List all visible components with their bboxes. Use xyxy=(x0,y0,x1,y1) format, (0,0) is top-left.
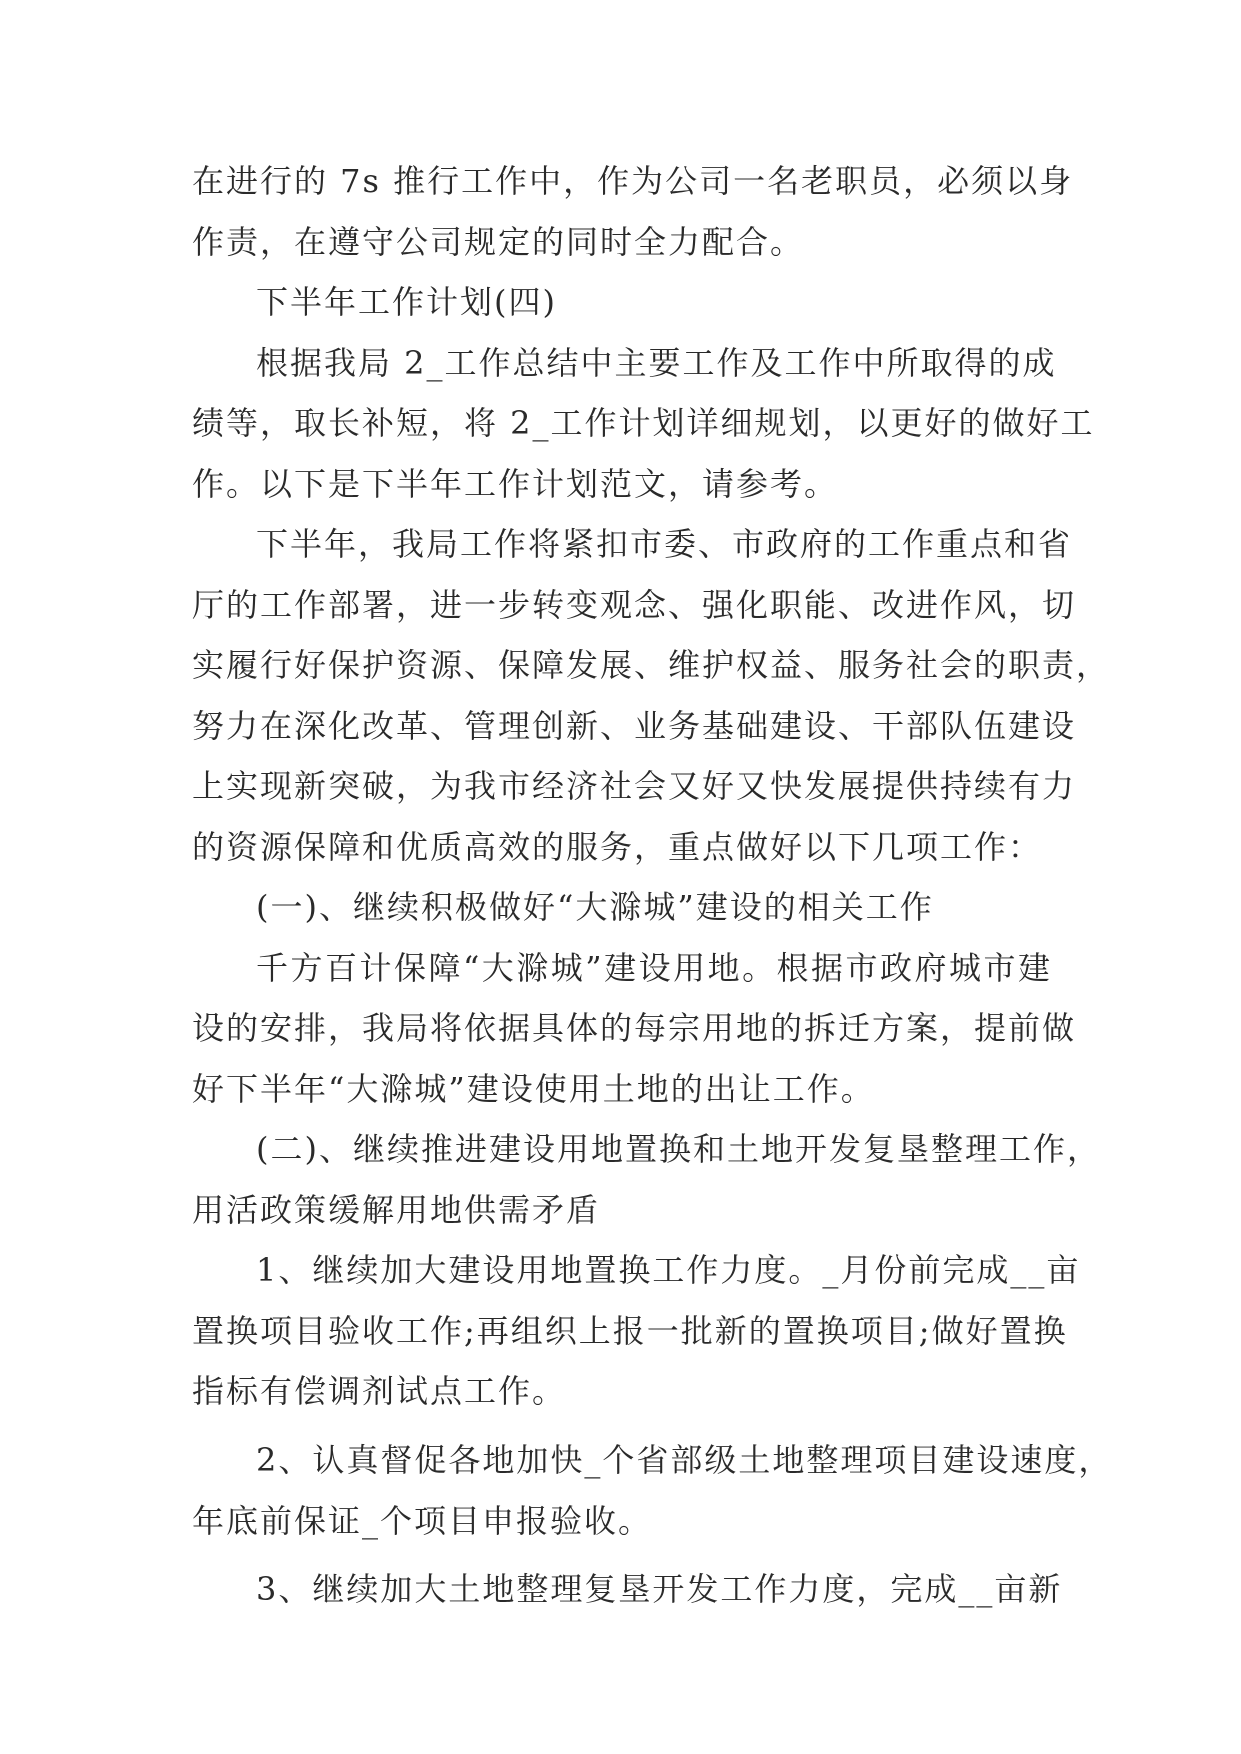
list-item-line: 2、认真督促各地加快_个省部级土地整理项目建设速度， xyxy=(256,1441,1113,1479)
text-line: 厅的工作部署，进一步转变观念、强化职能、改进作风，切 xyxy=(192,586,1077,624)
section-heading: 下半年工作计划(四) xyxy=(256,283,557,321)
text-line: 千方百计保障“大滁城”建设用地。根据市政府城市建 xyxy=(256,949,1052,987)
list-item-line: 3、继续加大土地整理复垦开发工作力度，完成__亩新 xyxy=(256,1570,1063,1608)
text-line: 作责，在遵守公司规定的同时全力配合。 xyxy=(192,223,805,261)
text-line: 年底前保证_个项目申报验收。 xyxy=(192,1502,653,1540)
text-line: 下半年，我局工作将紧扣市委、市政府的工作重点和省 xyxy=(256,525,1073,563)
text-line: 努力在深化改革、管理创新、业务基础建设、干部队伍建设 xyxy=(192,707,1077,745)
text-line: 实履行好保护资源、保障发展、维护权益、服务社会的职责， xyxy=(192,646,1111,684)
text-line: 好下半年“大滁城”建设使用土地的出让工作。 xyxy=(192,1070,875,1108)
text-line: 绩等，取长补短，将 2_工作计划详细规划，以更好的做好工 xyxy=(192,404,1095,442)
list-item-line: 1、继续加大建设用地置换工作力度。_月份前完成__亩 xyxy=(256,1251,1081,1289)
text-line: 的资源保障和优质高效的服务，重点做好以下几项工作： xyxy=(192,828,1043,866)
text-line: 在进行的 7s 推行工作中，作为公司一名老职员，必须以身 xyxy=(192,162,1074,200)
text-line: 根据我局 2_工作总结中主要工作及工作中所取得的成 xyxy=(256,344,1057,382)
section-heading: (一)、继续积极做好“大滁城”建设的相关工作 xyxy=(256,888,934,926)
section-heading: (二)、继续推进建设用地置换和土地开发复垦整理工作， xyxy=(256,1130,1101,1168)
text-line: 设的安排，我局将依据具体的每宗用地的拆迁方案，提前做 xyxy=(192,1009,1077,1047)
text-line: 作。以下是下半年工作计划范文，请参考。 xyxy=(192,465,839,503)
text-line: 指标有偿调剂试点工作。 xyxy=(192,1372,567,1410)
text-line: 上实现新突破，为我市经济社会又好又快发展提供持续有力 xyxy=(192,767,1077,805)
section-heading-continued: 用活政策缓解用地供需矛盾 xyxy=(192,1191,601,1229)
text-line: 置换项目验收工作;再组织上报一批新的置换项目;做好置换 xyxy=(192,1312,1068,1350)
